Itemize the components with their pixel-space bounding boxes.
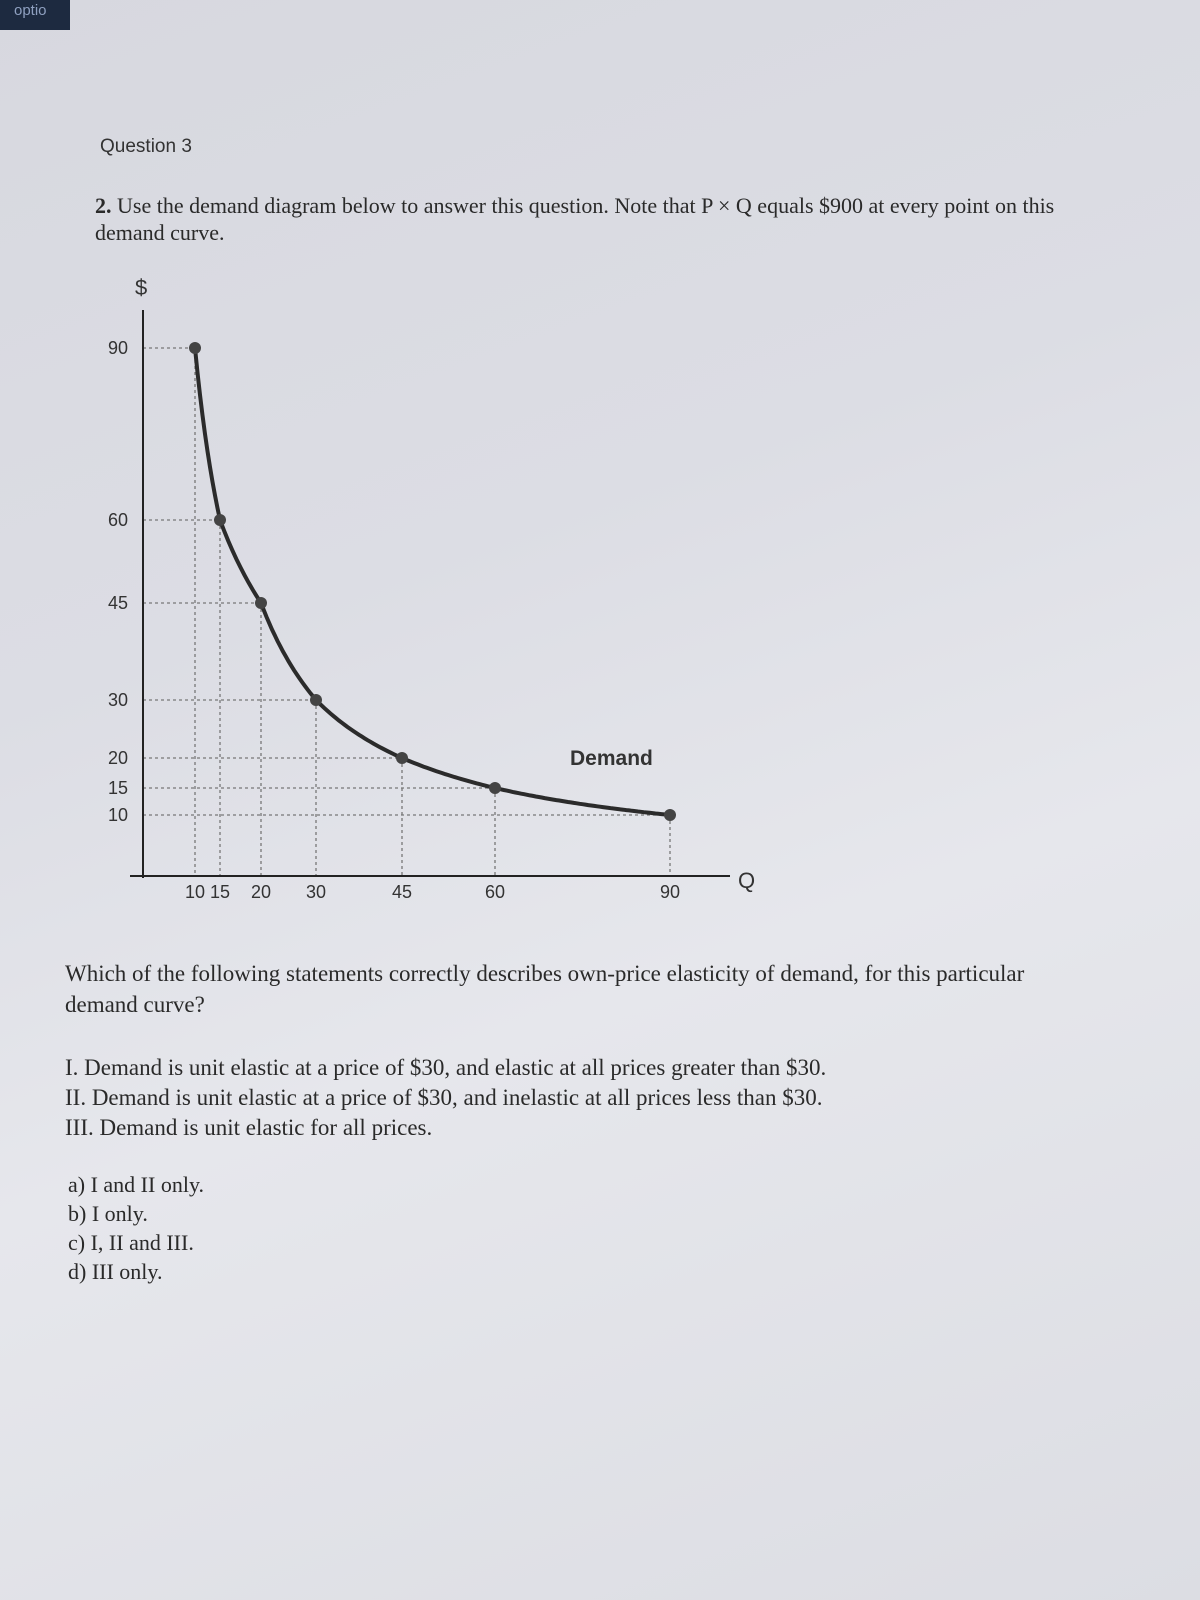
demand-chart (90, 270, 790, 920)
y-tick-label: 30 (107, 690, 128, 710)
question-text: Which of the following statements correctly describes own-price elasticity of demand, for this particular demand curve? (65, 961, 1025, 1017)
data-point (310, 694, 322, 706)
option-b[interactable]: b) I only. (68, 1201, 148, 1226)
demand-curve (195, 348, 670, 815)
y-tick-label: 10 (107, 805, 128, 825)
statement-item: III. Demand is unit elastic for all prices. (65, 1115, 433, 1140)
statement-list (65, 1053, 826, 1143)
x-tick-label: 90 (659, 882, 681, 902)
data-point (396, 752, 408, 764)
option-c[interactable]: c) I, II and III. (68, 1230, 194, 1255)
option-a[interactable]: a) I and II only. (68, 1172, 205, 1197)
y-tick-label: 45 (107, 593, 128, 613)
guide-lines (143, 348, 670, 876)
x-tick-label: 60 (484, 882, 506, 902)
statement-item: II. Demand is unit elastic at a price of $30, and inelastic at all prices less than $30. (65, 1085, 823, 1110)
x-tick-label: 45 (391, 882, 413, 902)
x-tick-labels (185, 882, 680, 902)
y-tick-label: 15 (107, 778, 128, 798)
x-tick-label: 10 (184, 882, 206, 902)
y-tick-label: 90 (107, 338, 128, 358)
data-point (214, 514, 226, 526)
data-point (489, 782, 501, 794)
x-axis-label: Q (738, 868, 756, 893)
x-tick-label: 15 (209, 882, 231, 902)
y-axis-label: $ (135, 275, 148, 300)
demand-label: Demand (570, 747, 653, 770)
data-point (189, 342, 201, 354)
statement-item: I. Demand is unit elastic at a price of $30, and elastic at all prices greater than $30. (65, 1055, 827, 1080)
answer-options (68, 1170, 204, 1286)
y-tick-label: 60 (107, 510, 128, 530)
question-label: Question 3 (100, 136, 192, 157)
data-point (664, 809, 676, 821)
x-tick-label: 30 (305, 882, 327, 902)
prompt-text: Use the demand diagram below to answer this question. Note that P × Q equals $900 at every point on this demand curve. (95, 193, 1055, 245)
option-d[interactable]: d) III only. (68, 1259, 163, 1284)
y-tick-labels (108, 338, 128, 825)
y-tick-label: 20 (107, 748, 128, 768)
question-prompt (95, 192, 1055, 246)
data-point (255, 597, 267, 609)
corner-tab: optio (0, 0, 70, 30)
x-tick-label: 20 (250, 882, 272, 902)
prompt-number: 2. (95, 193, 112, 218)
